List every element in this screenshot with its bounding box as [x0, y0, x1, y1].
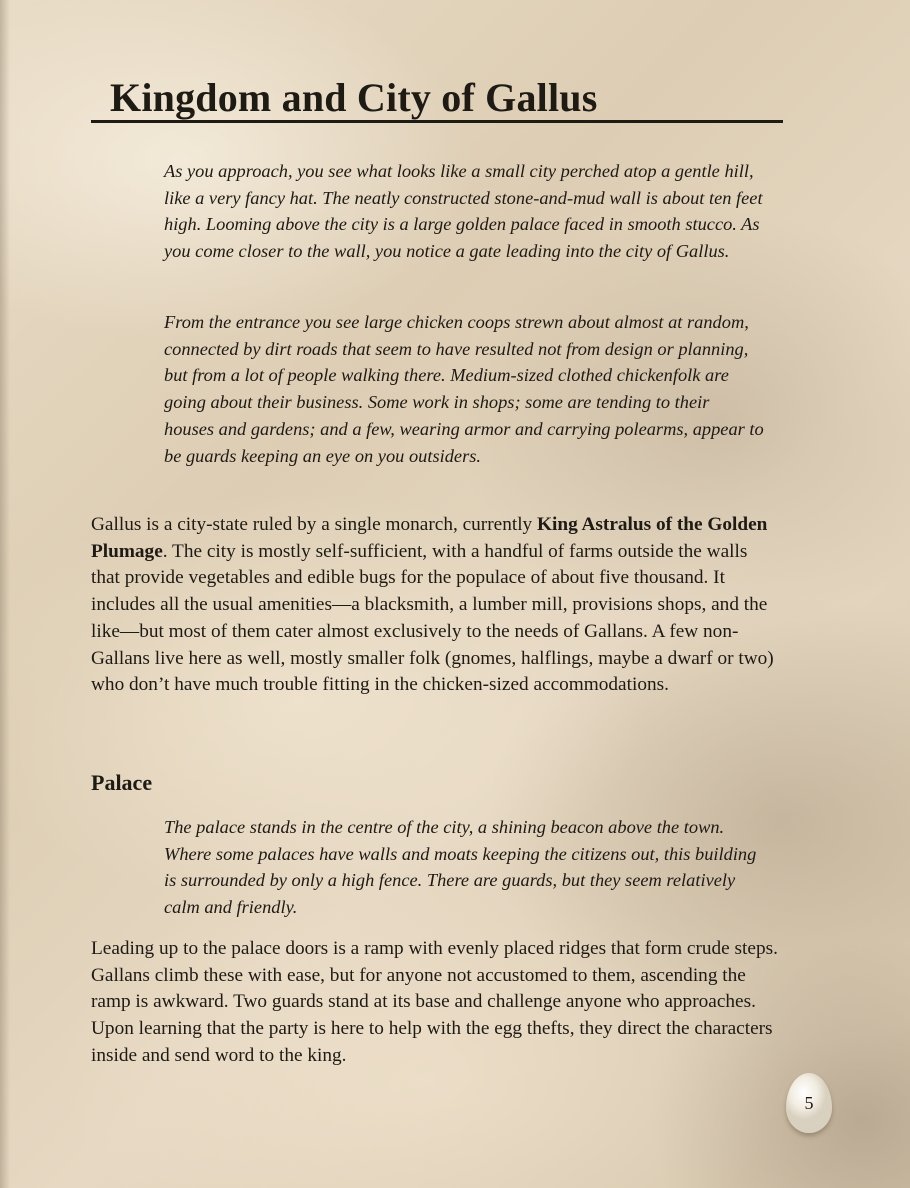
intro-read-aloud-2 — [164, 309, 764, 469]
intro-read-aloud — [164, 158, 764, 265]
gallus-text-start: Gallus is a city-state ruled by a single monarch, currently — [91, 514, 538, 535]
palace-boxed-paragraph: The palace stands in the centre of the city, a shining beacon above the town. Where some palaces have walls and moats keeping the citizens out, this building is surrounded by only a high fence. There are guards, but they seem relatively calm and friendly. — [164, 817, 757, 918]
page-number: 5 — [804, 1092, 814, 1113]
palace-paragraph: Leading up to the palace doors is a ramp with evenly placed ridges that form crude steps. Gallans climb these with ease, but for anyone not accustomed to them, ascending the ramp is awkward. Two guards stand at its base and challenge anyone who approaches. Upon learning that the party is here to help with the egg thefts, they direct the characters inside and send word to the king. — [91, 938, 778, 1066]
gallus-paragraph — [91, 512, 781, 699]
page-edge-shadow — [0, 0, 10, 1188]
palace-description — [91, 936, 781, 1070]
page-title: Kingdom and City of Gallus — [110, 75, 598, 120]
palace-heading: Palace — [91, 770, 153, 795]
intro-paragraph-1: As you approach, you see what looks like a small city perched atop a gentle hill, like a very fancy hat. The neatly constructed stone-and-mud wall is about ten feet high. Looming above the city is a large golden palace faced in smooth stucco. As you come closer to the wall, you notice a gate leading into the city of Gallus. — [164, 161, 763, 262]
page-number-egg-icon — [786, 1073, 832, 1133]
intro-paragraph-2: From the entrance you see large chicken coops strewn about almost at random, connected by dirt roads that seem to have resulted not from design or planning, but from a lot of people walking there. Medium-sized clothed chickenfolk are going about their business. Some work in shops; some are tending to their houses and gardens; and a few, wearing armor and carrying polearms, appear to be guards keeping an eye on you outsiders. — [164, 312, 764, 466]
king-name: King Astralus of the Golden Plumage — [91, 514, 768, 562]
gallus-text-end: . The city is mostly self-sufficient, with a handful of farms outside the walls that provide vegetables and edible bugs for the populace of about five thousand. It includes all the usual amenities—a blacksmith, a lumber mill, provisions shops, and the like—but most of them cater almost exclusively to the needs of Gallans. A few non-Gallans live here as well, mostly smaller folk (gnomes, halflings, maybe a dwarf or two) who don’t have much trouble fitting in the chicken-sized accommodations. — [91, 540, 774, 696]
palace-read-aloud — [164, 814, 764, 921]
gallus-description — [91, 512, 781, 699]
title-underline — [91, 120, 783, 123]
